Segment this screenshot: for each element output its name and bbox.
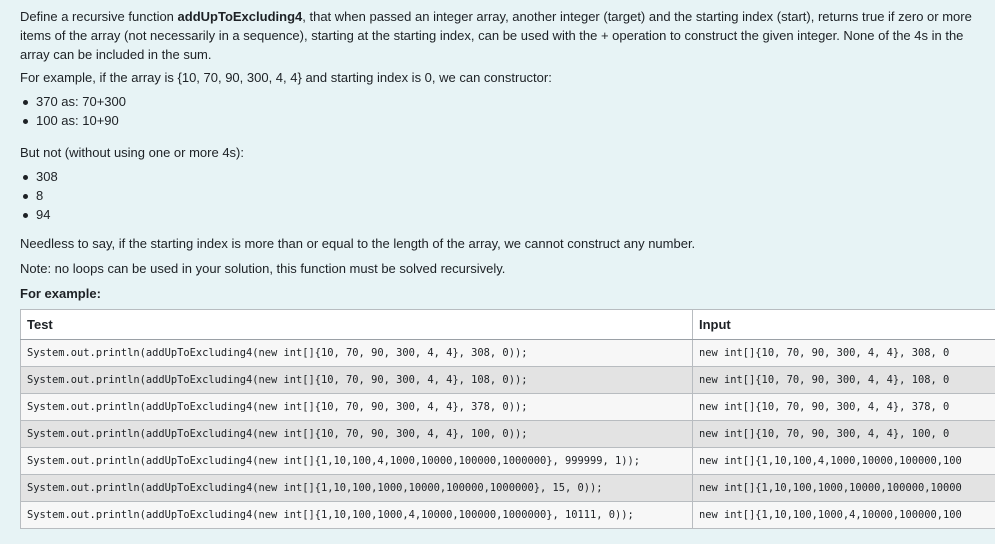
intro-suffix: , that when passed an integer array, another integer (target) and the starting index (start), returns true if zero or more items of the array (not necessarily in a sequence), starting at the starting index, can be used with the + operation to construct the given integer. None of the 4s in the array can be included in the sum.	[20, 9, 972, 62]
list-item: 308	[20, 167, 58, 186]
table-row	[21, 421, 995, 448]
input-cell: new int[]{10, 70, 90, 300, 4, 4}, 308, 0	[693, 340, 995, 367]
table-row	[21, 502, 995, 529]
test-cell: System.out.println(addUpToExcluding4(new int[]{10, 70, 90, 300, 4, 4}, 308, 0));	[21, 340, 693, 367]
example-intro: For example, if the array is {10, 70, 90, 300, 4, 4} and starting index is 0, we can constructor:	[20, 70, 552, 85]
examples-table	[20, 309, 995, 529]
test-cell: System.out.println(addUpToExcluding4(new int[]{10, 70, 90, 300, 4, 4}, 378, 0));	[21, 394, 693, 421]
list-item: 100 as: 10+90	[20, 111, 126, 130]
input-cell: new int[]{10, 70, 90, 300, 4, 4}, 108, 0	[693, 367, 995, 394]
test-cell: System.out.println(addUpToExcluding4(new int[]{10, 70, 90, 300, 4, 4}, 108, 0));	[21, 367, 693, 394]
table-row	[21, 367, 995, 394]
question-intro	[20, 7, 985, 64]
test-cell: System.out.println(addUpToExcluding4(new int[]{1,10,100,1000,4,10000,100000,1000000}, 10111, 0));	[21, 502, 693, 529]
column-header-test: Test	[21, 310, 693, 340]
test-cell: System.out.println(addUpToExcluding4(new int[]{10, 70, 90, 300, 4, 4}, 100, 0));	[21, 421, 693, 448]
can-list	[20, 92, 126, 130]
input-cell: new int[]{1,10,100,4,1000,10000,100000,100	[693, 448, 995, 475]
table-row	[21, 448, 995, 475]
cannot-intro: But not (without using one or more 4s):	[20, 145, 245, 160]
input-cell: new int[]{10, 70, 90, 300, 4, 4}, 100, 0	[693, 421, 995, 448]
list-item: 8	[20, 186, 58, 205]
table-row	[21, 394, 995, 421]
intro-prefix: Define a recursive function	[20, 9, 178, 24]
input-cell: new int[]{10, 70, 90, 300, 4, 4}, 378, 0	[693, 394, 995, 421]
list-item: 370 as: 70+300	[20, 92, 126, 111]
length-note: Needless to say, if the starting index is more than or equal to the length of the array, we cannot construct any number.	[20, 236, 696, 251]
cannot-list	[20, 167, 58, 224]
test-cell: System.out.println(addUpToExcluding4(new int[]{1,10,100,1000,10000,100000,1000000}, 15, 0));	[21, 475, 693, 502]
input-cell: new int[]{1,10,100,1000,10000,100000,10000	[693, 475, 995, 502]
test-cell: System.out.println(addUpToExcluding4(new int[]{1,10,100,4,1000,10000,100000,1000000}, 999999, 1));	[21, 448, 693, 475]
loops-note: Note: no loops can be used in your solution, this function must be solved recursively.	[20, 261, 506, 276]
table-row	[21, 340, 995, 367]
table-header-row	[21, 310, 995, 340]
list-item: 94	[20, 205, 58, 224]
function-name: addUpToExcluding4	[177, 9, 303, 24]
column-header-input: Input	[693, 310, 995, 340]
input-cell: new int[]{1,10,100,1000,4,10000,100000,100	[693, 502, 995, 529]
for-example-label: For example:	[20, 286, 101, 301]
table-row	[21, 475, 995, 502]
